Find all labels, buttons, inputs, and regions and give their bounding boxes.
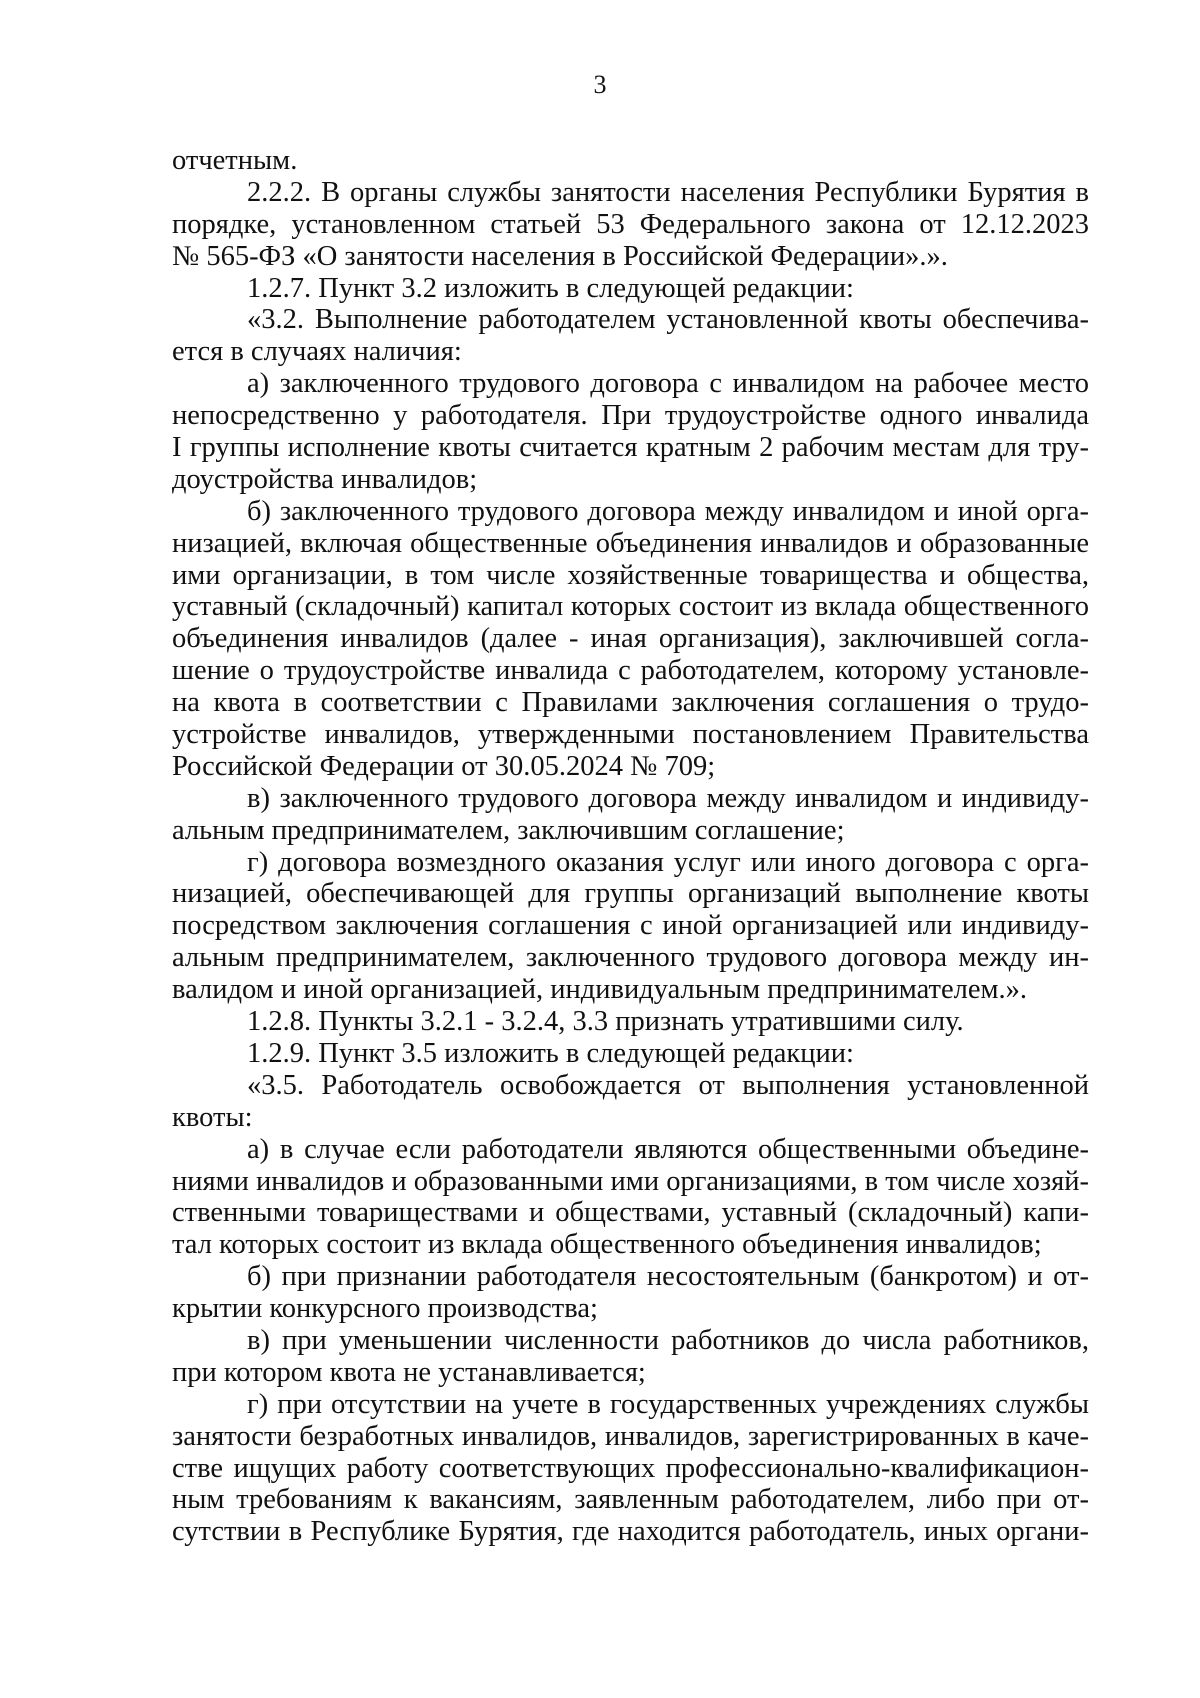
text-line: тал которых состоит из вклада общественного объединения инвалидов; — [172, 1229, 1042, 1261]
text-line: отчетным. — [172, 145, 298, 176]
text-line: а) в случае если работодатели являются общественными объедине- — [247, 1133, 1089, 1165]
text-line: сутствии в Республике Бурятия, где находится работодатель, иных органи- — [172, 1516, 1089, 1548]
text-line: посредством заключения соглашения с иной организацией или индивиду- — [172, 910, 1089, 942]
text-line: на квота в соответствии с Правилами заключения соглашения о трудо- — [172, 687, 1089, 719]
text-line: а) заключенного трудового договора с инвалидом на рабочее место — [247, 368, 1089, 400]
document-body — [172, 145, 1089, 1548]
text-line: в) при уменьшении численности работников до числа работников, — [247, 1324, 1089, 1356]
text-line: занятости безработных инвалидов, инвалидов, зарегистрированных в каче- — [172, 1420, 1089, 1452]
text-line: ется в случаях наличия: — [172, 336, 462, 368]
text-line: порядке, установленном статьей 53 Федерального закона от 12.12.2023 — [172, 208, 1089, 240]
text-line: уставный (складочный) капитал которых состоит из вклада общественного — [172, 591, 1089, 623]
text-line: низацией, обеспечивающей для группы организаций выполнение квоты — [172, 878, 1089, 910]
text-line: 1.2.8. Пункты 3.2.1 - 3.2.4, 3.3 признать утратившими силу. — [247, 1006, 964, 1038]
text-line: 1.2.9. Пункт 3.5 изложить в следующей редакции: — [247, 1037, 854, 1069]
text-line: низацией, включая общественные объединения инвалидов и образованные — [172, 527, 1089, 559]
text-line: устройстве инвалидов, утвержденными постановлением Правительства — [172, 719, 1089, 751]
text-line: валидом и иной организацией, индивидуальным предпринимателем.». — [172, 974, 1028, 1006]
text-line: б) при признании работодателя несостоятельным (банкротом) и от- — [247, 1261, 1089, 1293]
text-line: объединения инвалидов (далее - иная организация), заключившей согла- — [172, 623, 1089, 655]
text-line: № 565-ФЗ «О занятости населения в Российской Федерации».». — [172, 240, 948, 272]
text-line: «3.5. Работодатель освобождается от выполнения установленной — [247, 1069, 1089, 1101]
text-line: при котором квота не устанавливается; — [172, 1356, 646, 1388]
text-line: г) договора возмездного оказания услуг или иного договора с орга- — [247, 846, 1089, 878]
text-line: шение о трудоустройстве инвалида с работодателем, которому установле- — [172, 655, 1089, 687]
text-line: ственными товариществами и обществами, уставный (складочный) капи- — [172, 1197, 1089, 1229]
text-line: б) заключенного трудового договора между инвалидом и иной орга- — [247, 495, 1089, 527]
text-line: альным предпринимателем, заключенного трудового договора между ин- — [172, 942, 1089, 974]
page-number: 3 — [593, 70, 607, 99]
text-line: в) заключенного трудового договора между инвалидом и индивиду- — [247, 782, 1089, 814]
text-line: «3.2. Выполнение работодателем установленной квоты обеспечива- — [247, 304, 1089, 336]
text-line: ным требованиям к вакансиям, заявленным работодателем, либо при от- — [172, 1484, 1089, 1516]
text-line: непосредственно у работодателя. При трудоустройстве одного инвалида — [172, 400, 1089, 432]
text-line: г) при отсутствии на учете в государственных учреждениях службы — [247, 1388, 1089, 1420]
text-line: крытии конкурсного производства; — [172, 1293, 598, 1325]
text-line: альным предпринимателем, заключившим соглашение; — [172, 814, 845, 846]
text-line: 1.2.7. Пункт 3.2 изложить в следующей редакции: — [247, 272, 854, 304]
text-line: квоты: — [172, 1101, 253, 1133]
text-line: Российской Федерации от 30.05.2024 № 709; — [172, 750, 716, 782]
text-line: 2.2.2. В органы службы занятости населения Республики Бурятия в — [247, 176, 1089, 208]
text-line: I группы исполнение квоты считается кратным 2 рабочим местам для тру- — [172, 432, 1089, 464]
text-line: ниями инвалидов и образованными ими организациями, в том числе хозяй- — [172, 1165, 1089, 1197]
text-line: ими организации, в том числе хозяйственные товарищества и общества, — [172, 559, 1089, 591]
text-line: доустройства инвалидов; — [172, 463, 478, 495]
text-line: стве ищущих работу соответствующих профессионально-квалификацион- — [172, 1452, 1089, 1484]
